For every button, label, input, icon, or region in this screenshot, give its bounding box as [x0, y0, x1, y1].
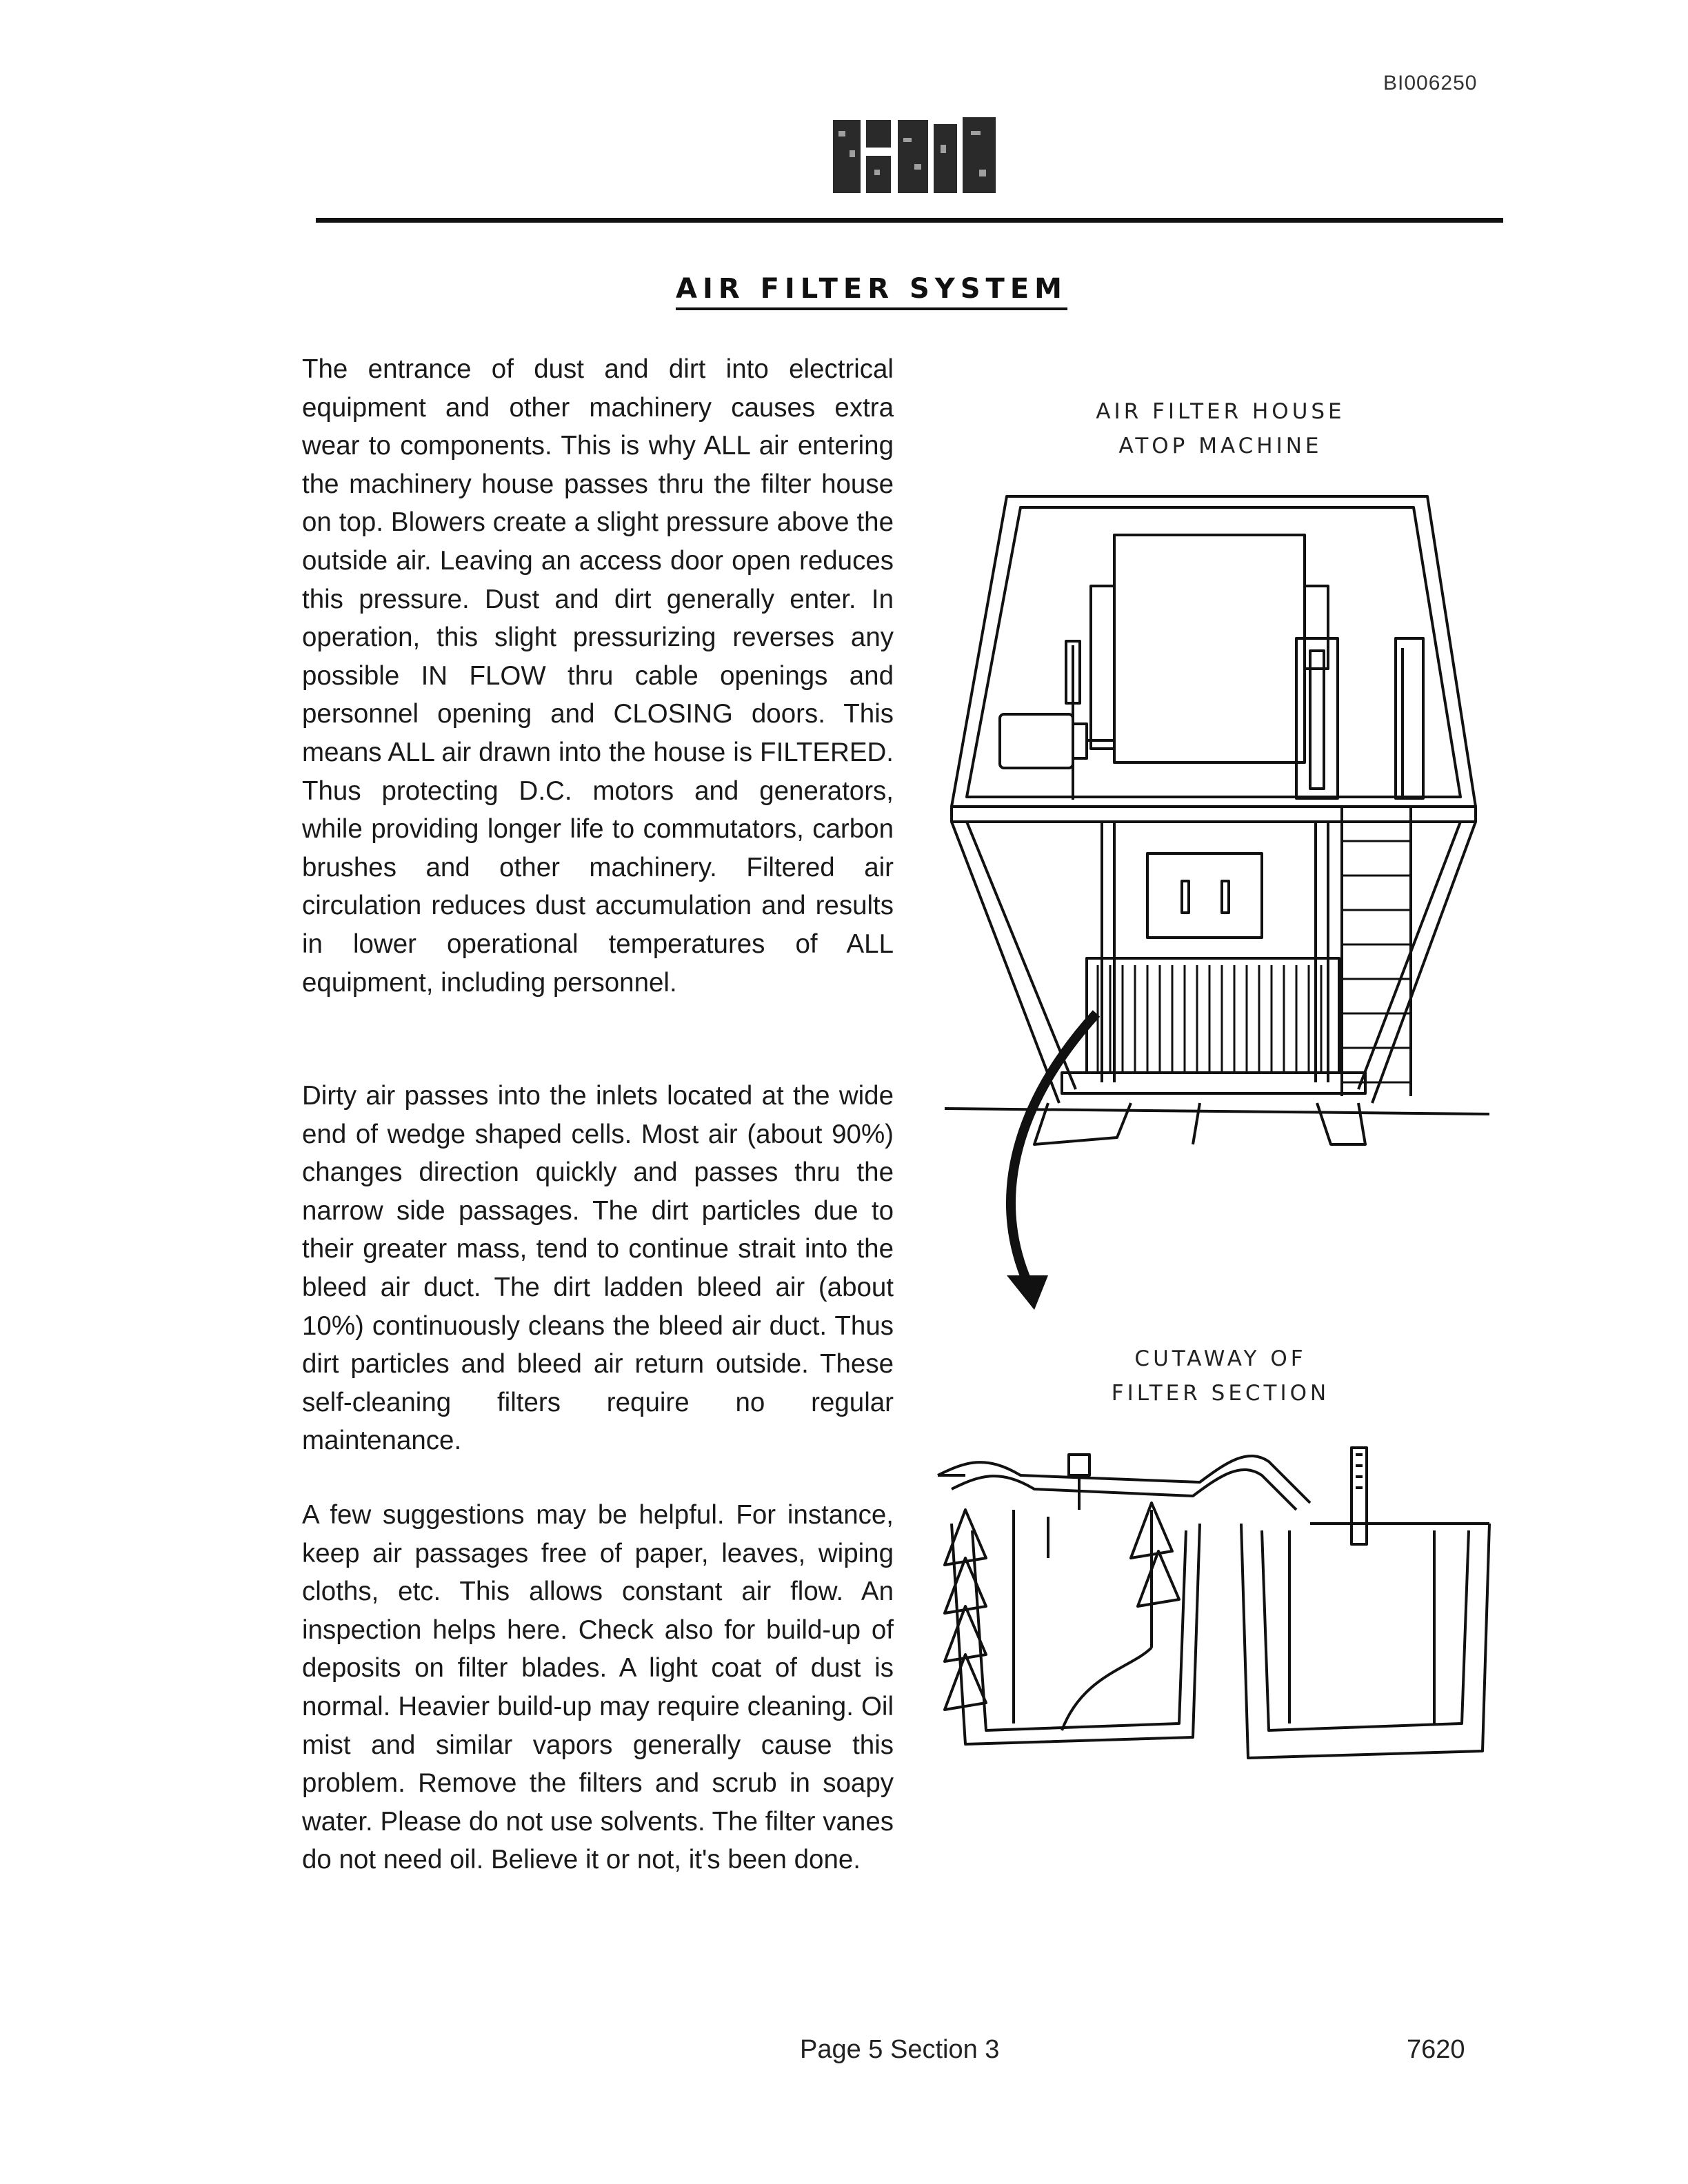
left-filter-cell: [952, 1524, 1200, 1744]
motor: [1000, 714, 1073, 768]
filter-bank: [1087, 958, 1339, 1073]
filter-blade: [945, 1510, 986, 1565]
filter-cutaway-diagram: [924, 1441, 1496, 1765]
paragraph-operation: Dirty air passes into the inlets located at the wide end of wedge shaped cells. Most air (about 90%) changes direction quickly and passes thru the narrow side passages. The dirt particles due to their greater mass, tend to continue strait into the bleed air duct. The dirt ladden bleed air (about 10%) continuously cleans the bleed air duct. Thus dirt particles and bleed air return outside. These self-cleaning filters require no regular maintenance.: [302, 1081, 894, 1456]
house-caption: [1076, 394, 1365, 463]
document-id: BI006250: [1383, 72, 1478, 94]
paragraph-intro: The entrance of dust and dirt into electrical equipment and other machinery causes extra wear to components. This is why ALL air entering the machinery house passes thru the filter house on top. Blowers create a slight pressure above the outside air. Leaving an access door open reduces this pressure. Dust and dirt generally enter. In operation, this slight pressurizing reverses any possible IN FLOW thru cable openings and personnel opening and CLOSING doors. This means ALL air drawn into the house is FILTERED. Thus protecting D.C. motors and generators, while providing longer life to commutators, carbon brushes and other machinery. Filtered air circulation reduces dust accumulation and results in lower operational temperatures of ALL equipment, including personnel.: [302, 354, 894, 998]
house-caption-line2: ATOP MACHINE: [1118, 434, 1323, 458]
page-title: AIR FILTER SYSTEM: [676, 273, 1067, 310]
page-footer: Page 5 Section 3: [800, 2035, 1000, 2064]
paragraph-suggestions: A few suggestions may be helpful. For instance, keep air passages free of paper, leaves, wiping cloths, etc. This allows constant air flow. An inspection helps here. Check also for build-up of deposits on filter blades. A light coat of dust is normal. Heavier build-up may require cleaning. Oil mist and similar vapors generally cause this problem. Remove the filters and scrub in soapy water. Please do not use solvents. The filter vanes do not need oil. Believe it or not, it's been done.: [302, 1500, 894, 1875]
cutaway-caption-line2: FILTER SECTION: [1111, 1381, 1330, 1406]
header-rule: [316, 218, 1503, 223]
air-filter-house-diagram: [945, 483, 1489, 1379]
cutaway-caption-line1: CUTAWAY OF: [1134, 1346, 1307, 1371]
filter-bolt: [1069, 1455, 1089, 1475]
house-caption-line1: AIR FILTER HOUSE: [1096, 399, 1345, 424]
platform-deck: [952, 807, 1476, 822]
cutaway-arrow: [1011, 1013, 1096, 1282]
arrow-head-icon: [1007, 1275, 1048, 1310]
cutaway-caption: [1076, 1342, 1365, 1410]
company-logo: [826, 110, 1003, 203]
access-door: [1147, 853, 1262, 938]
blower-unit: [1114, 535, 1305, 762]
page-code: 7620: [1407, 2035, 1465, 2064]
